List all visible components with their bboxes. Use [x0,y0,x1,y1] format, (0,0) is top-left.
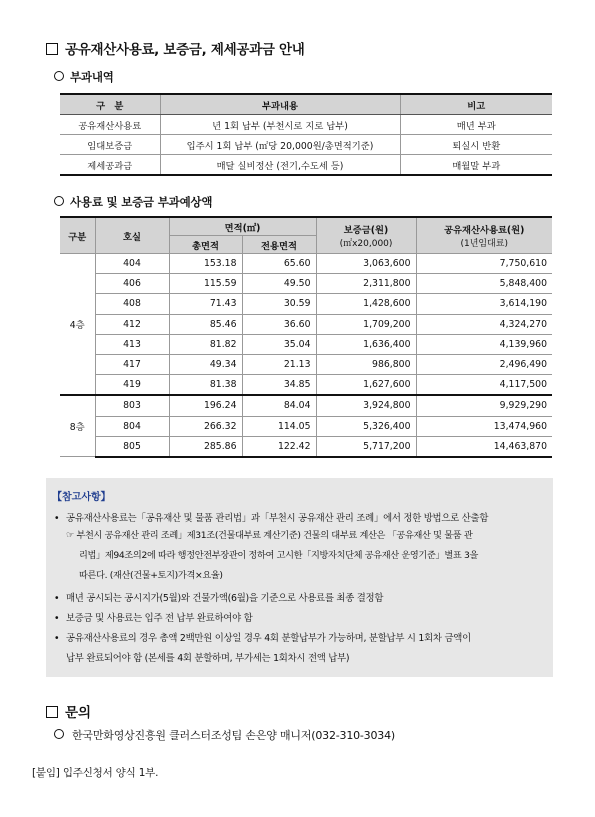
bullet-icon: • [54,613,60,624]
table-row: 419 81.38 34.85 1,627,600 4,117,500 [60,375,552,396]
note-3: • 보증금 및 사용료는 입주 전 납부 완료하여야 함 [54,613,253,624]
subsection-title-estimate: 사용료 및 보증금 부과예상액 [54,194,212,210]
header-deposit: 보증금(원) (㎡x20,000) [316,217,416,254]
contact-info: 한국만화영상진흥원 클러스터조성팀 손은양 매니저(032-310-3034) [54,727,395,743]
bullet-icon: • [54,513,60,524]
table-row: 공유재산사용료 년 1회 납부 (부천시로 지로 납부) 매년 부과 [60,115,552,135]
bullet-icon: • [54,633,60,644]
circle-bullet-icon [54,71,64,81]
floor-8-label: 8층 [60,395,95,457]
table-row: 413 81.82 35.04 1,636,400 4,139,960 [60,334,552,354]
table-row: 4층 404 153.18 65.60 3,063,600 7,750,610 [60,254,552,274]
table-row: 8층 803 196.24 84.04 3,924,800 9,929,290 [60,395,552,416]
section-title-fees: 공유재산사용료, 보증금, 제세공과금 안내 [46,38,304,58]
note-4-continued: 납부 완료되어야 함 (본세를 4회 분할하며, 부가세는 1회차시 전액 납부) [66,653,350,664]
subsection-title-charges: 부과내역 [54,69,114,85]
table-row: 408 71.43 30.59 1,428,600 3,614,190 [60,294,552,314]
bullet-icon: • [54,593,60,604]
note-1-detail-1: ☞ 부천시 공유재산 관리 조례」제31조(건물대부료 계산기준) 건물의 대부료 계산은 「공유재산 및 물품 관 [66,530,473,541]
fee-header-content: 부과내용 [160,94,400,115]
table-row: 805 285.86 122.42 5,717,200 14,463,870 [60,436,552,457]
note-1-detail-2: 리법」제94조의2에 따라 행정안전부장관이 정하여 고시한「지방자치단체 공유재산 운영기준」별표 3을 [79,550,478,561]
section-title-inquiry: 문의 [46,701,91,721]
header-area: 면적(㎡) [169,217,316,236]
header-fee: 공유재산사용료(원) (1년임대료) [416,217,552,254]
header-floor: 구분 [60,217,95,254]
table-row: 417 49.34 21.13 986,800 2,496,490 [60,354,552,374]
header-room: 호실 [95,217,169,254]
note-4: • 공유재산사용료의 경우 총액 2백만원 이상일 경우 4회 분할납부가 가능하며, 분할납부 시 1회차 금액이 [54,633,471,644]
circle-bullet-icon [54,729,64,739]
fee-table [60,93,552,176]
table-row: 804 266.32 114.05 5,326,400 13,474,960 [60,416,552,436]
header-exclusive-area: 전용면적 [242,236,316,254]
square-bullet-icon [46,706,58,718]
table-row: 406 115.59 49.50 2,311,800 5,848,400 [60,274,552,294]
square-bullet-icon [46,43,58,55]
fee-header-type: 구 분 [60,94,160,115]
table-row: 412 85.46 36.60 1,709,200 4,324,270 [60,314,552,334]
circle-bullet-icon [54,196,64,206]
notes-title: 【참고사항】 [52,492,111,503]
table-row: 임대보증금 입주시 1회 납부 (㎡당 20,000원/총면적기준) 퇴실시 반환 [60,135,552,155]
attachment-note: [붙임] 입주신청서 양식 1부. [32,767,159,779]
header-total-area: 총면적 [169,236,242,254]
floor-4-label: 4층 [60,254,95,396]
note-2: • 매년 공시되는 공시지가(5월)와 건물가액(6월)을 기준으로 사용료를 최종 결정함 [54,593,384,604]
note-1: • 공유재산사용료는「공유재산 및 물품 관리법」과「부천시 공유재산 관리 조례」에서 정한 방법으로 산출함 [54,513,489,524]
fee-header-remark: 비고 [400,94,552,115]
estimate-table [60,216,552,458]
table-row: 제세공과금 매달 실비정산 (전기,수도세 등) 매월말 부과 [60,155,552,176]
note-1-detail-3: 따른다. (재산(건물+토지)가격×요율) [79,570,223,581]
